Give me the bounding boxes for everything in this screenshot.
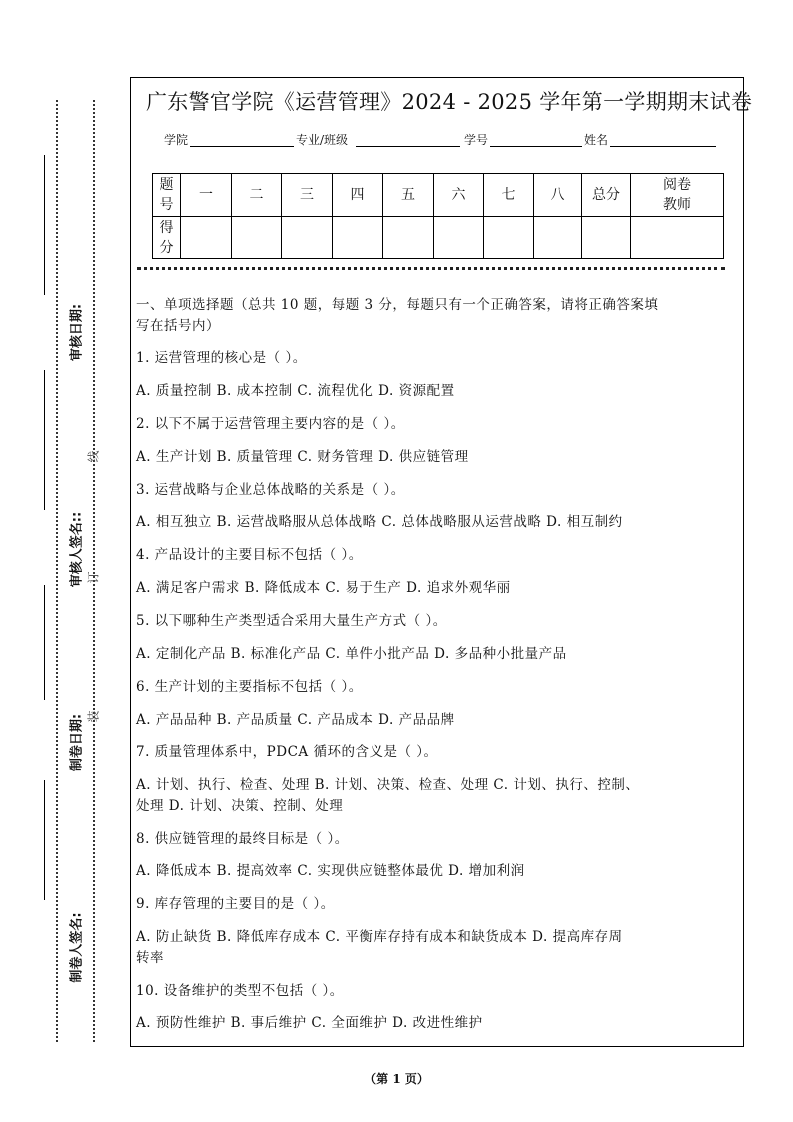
col-header: 六 — [434, 174, 484, 217]
col-header: 二 — [232, 174, 282, 217]
major-field[interactable] — [356, 146, 460, 147]
col-header: 七 — [484, 174, 534, 217]
options: A. 防止缺货 B. 降低库存成本 C. 平衡库存持有成本和缺货成本 D. 提高库存周 — [136, 929, 623, 945]
binding-mark-line: 线 — [86, 450, 101, 463]
question: 7. 质量管理体系中，PDCA 循环的含义是（ ）。 — [136, 744, 438, 760]
options-cont: 转率 — [136, 950, 164, 966]
question: 4. 产品设计的主要目标不包括（ ）。 — [136, 547, 363, 563]
maker-sign-label: 制卷人签名: — [69, 912, 85, 983]
binding-mark-zhuang: 装 — [86, 710, 101, 723]
college-label: 学院 — [164, 133, 189, 147]
name-label: 姓名 — [584, 133, 609, 147]
binding-mark-ding: 订 — [86, 571, 101, 584]
score-cell[interactable] — [181, 217, 232, 259]
binding-dotted-line-outer — [56, 100, 58, 1042]
section-divider — [137, 267, 725, 270]
options: A. 满足客户需求 B. 降低成本 C. 易于生产 D. 追求外观华丽 — [136, 580, 511, 596]
col-header: 三 — [282, 174, 333, 217]
col-header: 总分 — [582, 174, 631, 217]
score-cell[interactable] — [282, 217, 333, 259]
col-header-grader: 阅卷教师 — [631, 174, 724, 217]
options: A. 计划、执行、检查、处理 B. 计划、决策、检查、处理 C. 计划、执行、控制、 — [136, 777, 640, 793]
score-cell[interactable] — [631, 217, 724, 259]
reviewer-sign-underline — [44, 370, 45, 510]
score-cell[interactable] — [383, 217, 434, 259]
question: 9. 库存管理的主要目的是（ ）。 — [136, 896, 335, 912]
score-cell[interactable] — [484, 217, 534, 259]
question: 10. 设备维护的类型不包括（ ）。 — [136, 983, 344, 999]
student-id-field[interactable] — [490, 146, 582, 147]
options: A. 预防性维护 B. 事后维护 C. 全面维护 D. 改进性维护 — [136, 1015, 483, 1031]
col-header: 五 — [383, 174, 434, 217]
reviewer-sign-label: 审核人签名:: — [69, 511, 85, 588]
question: 2. 以下不属于运营管理主要内容的是（ ）。 — [136, 416, 405, 432]
options: A. 相互独立 B. 运营战略服从总体战略 C. 总体战略服从运营战略 D. 相互制约 — [136, 514, 623, 530]
options: A. 降低成本 B. 提高效率 C. 实现供应链整体最优 D. 增加利润 — [136, 863, 525, 879]
student-id-label: 学号 — [464, 133, 489, 147]
col-header: 四 — [333, 174, 383, 217]
page-title: 广东警官学院《运营管理》2024 - 2025 学年第一学期期末试卷 — [146, 90, 753, 114]
options: A. 产品品种 B. 产品质量 C. 产品成本 D. 产品品牌 — [136, 712, 455, 728]
college-field[interactable] — [190, 146, 294, 147]
review-date-underline — [44, 155, 45, 295]
section-heading-cont: 写在括号内） — [136, 318, 220, 334]
options: A. 定制化产品 B. 标准化产品 C. 单件小批产品 D. 多品种小批量产品 — [136, 646, 567, 662]
make-date-label: 制卷日期: — [69, 713, 85, 772]
question: 3. 运营战略与企业总体战略的关系是（ ）。 — [136, 482, 405, 498]
options: A. 生产计划 B. 质量管理 C. 财务管理 D. 供应链管理 — [136, 449, 469, 465]
score-row-header: 得分 — [153, 217, 181, 259]
score-cell[interactable] — [232, 217, 282, 259]
col-header: 一 — [181, 174, 232, 217]
question: 5. 以下哪种生产类型适合采用大量生产方式（ ）。 — [136, 613, 447, 629]
maker-sign-underline — [44, 780, 45, 900]
score-cell[interactable] — [582, 217, 631, 259]
page-number: （第 1 页） — [364, 1072, 429, 1086]
question: 8. 供应链管理的最终目标是（ ）。 — [136, 831, 349, 847]
section-heading: 一、单项选择题（总共 10 题，每题 3 分，每题只有一个正确答案，请将正确答案填 — [136, 297, 659, 313]
score-cell[interactable] — [434, 217, 484, 259]
col-header: 八 — [534, 174, 582, 217]
score-cell[interactable] — [534, 217, 582, 259]
question: 1. 运营管理的核心是（ ）。 — [136, 350, 307, 366]
options-cont: 处理 D. 计划、决策、控制、处理 — [136, 798, 344, 814]
options: A. 质量控制 B. 成本控制 C. 流程优化 D. 资源配置 — [136, 383, 455, 399]
make-date-underline — [44, 585, 45, 700]
name-field[interactable] — [610, 146, 716, 147]
question: 6. 生产计划的主要指标不包括（ ）。 — [136, 679, 363, 695]
question-number-header: 题号 — [153, 174, 181, 217]
major-label: 专业/班级 — [296, 133, 349, 147]
score-table — [152, 173, 724, 259]
score-cell[interactable] — [333, 217, 383, 259]
review-date-label: 审核日期: — [69, 303, 85, 362]
